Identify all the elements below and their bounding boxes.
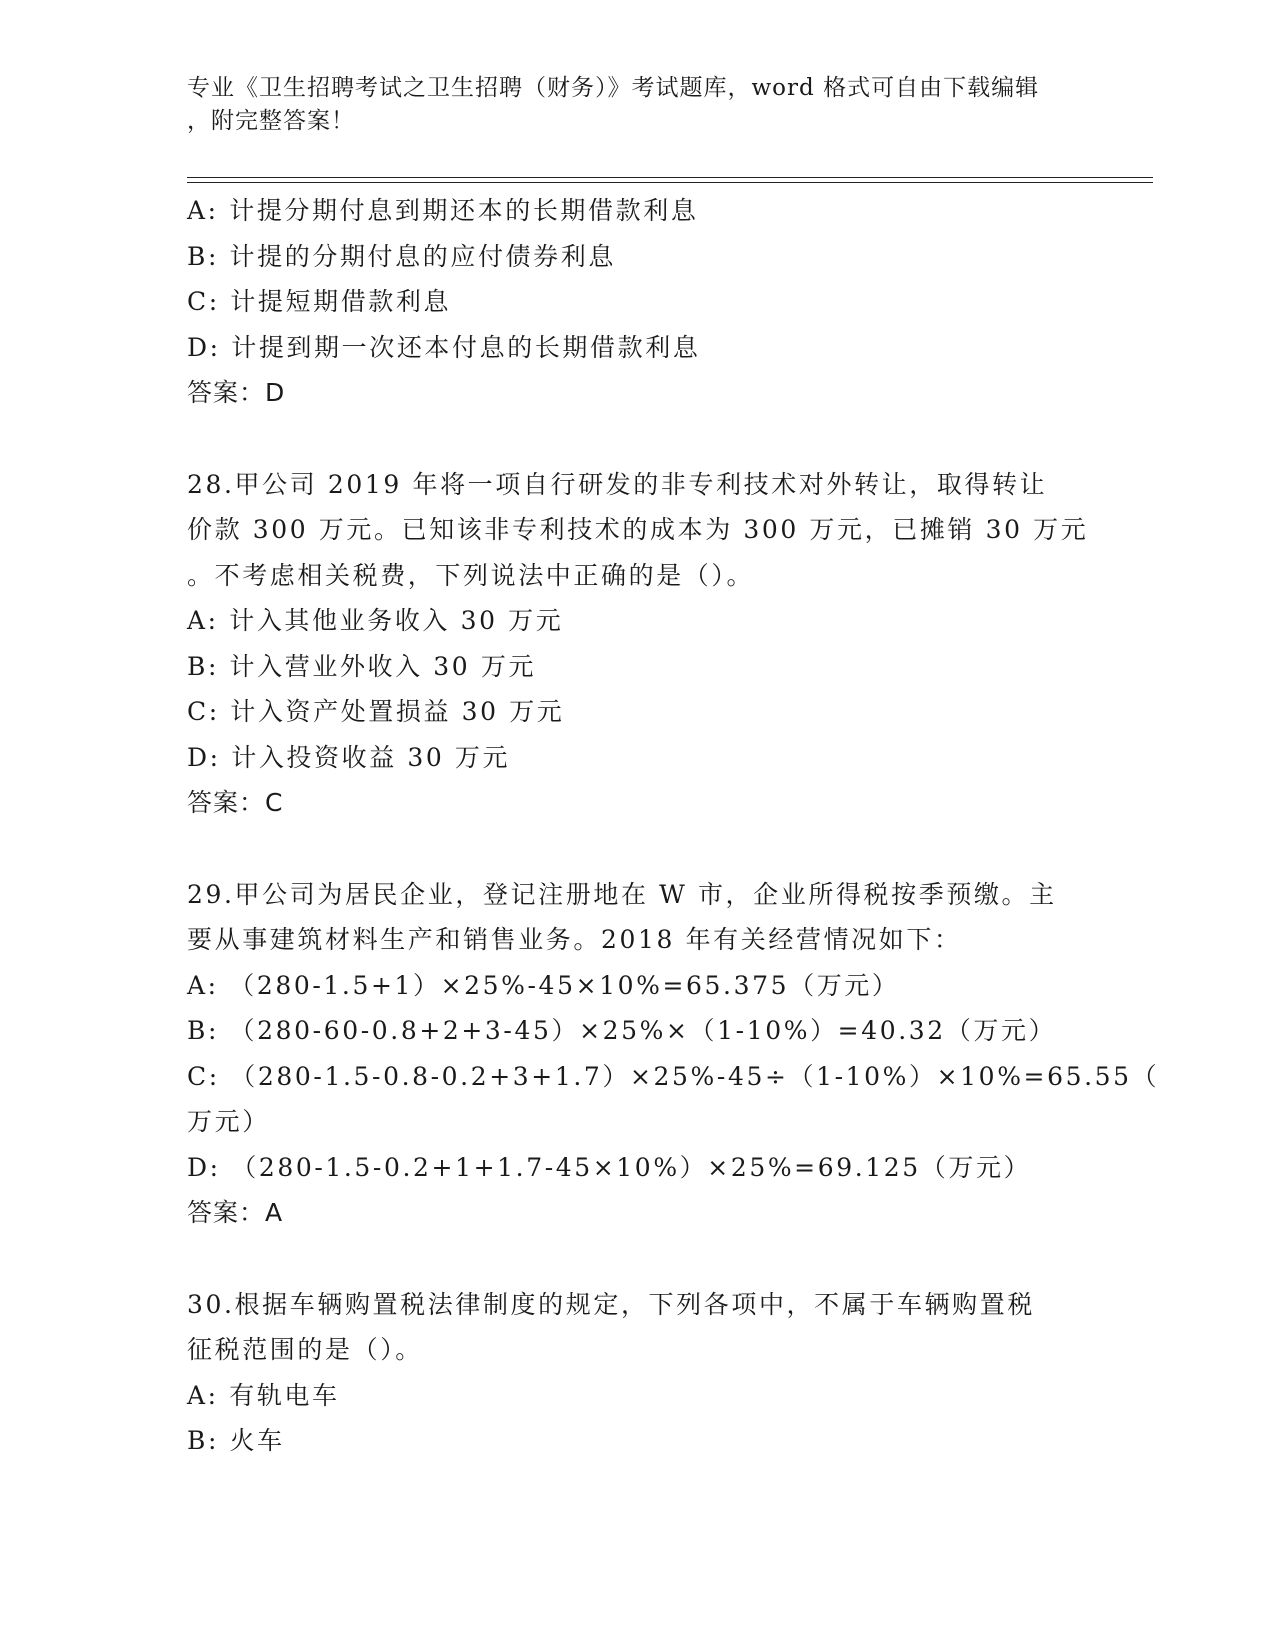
question-27 [187,188,1087,416]
header-divider-top [187,177,1153,178]
question-28 [187,462,1087,826]
answer: 答案：A [187,1198,284,1227]
option-d: D: 计提到期一次还本付息的长期借款利息 [187,332,701,362]
question-stem-line: 29.甲公司为居民企业，登记注册地在 W 市，企业所得税按季预缴。主 [187,879,1057,909]
header-line-1: 专业《卫生招聘考试之卫生招聘（财务）》考试题库，word 格式可自由下载编辑 [187,75,1040,101]
option-b: B: 计入营业外收入 30 万元 [187,651,537,681]
question-list [187,188,1160,1464]
option-a: A: 计提分期付息到期还本的长期借款利息 [187,196,699,225]
question-stem-line: 30.根据车辆购置税法律制度的规定，下列各项中，不属于车辆购置税 [187,1289,1035,1319]
question-stem-line: 征税范围的是（）。 [187,1335,423,1364]
question-30 [187,1282,1087,1464]
option-c: C: 计入资产处置损益 30 万元 [187,697,565,726]
question-stem-line: 。不考虑相关税费，下列说法中正确的是（）。 [187,560,755,590]
question-stem-line: 要从事建筑材料生产和销售业务。2018 年有关经营情况如下： [187,925,962,954]
document-header [187,72,1067,138]
question-29 [187,872,1160,1236]
option-a: A: 计入其他业务收入 30 万元 [187,606,564,635]
option-b: B: 火车 [187,1426,285,1455]
option-a: A: （280-1.5+1）×25%-45×10%=65.375（万元） [187,970,900,1000]
option-c-continued: 万元） [187,1107,270,1136]
option-b: B: （280-60-0.8+2+3-45）×25%×（1-10%）=40.32（万元） [187,1016,1057,1045]
question-stem-line: 28.甲公司 2019 年将一项自行研发的非专利技术对外转让，取得转让 [187,469,1048,499]
option-a: A: 有轨电车 [187,1380,340,1410]
option-d: D: 计入投资收益 30 万元 [187,742,511,772]
header-divider-bottom [187,182,1153,183]
option-c: C: 计提短期借款利息 [187,287,452,316]
answer: 答案：C [187,788,284,817]
option-c: C: （280-1.5-0.8-0.2+3+1.7）×25%-45÷（1-10%）×10%=65.55（ [187,1061,1160,1091]
answer: 答案：D [187,378,286,407]
option-d: D: （280-1.5-0.2+1+1.7-45×10%）×25%=69.125（万元） [187,1152,1032,1182]
option-b: B: 计提的分期付息的应付债券利息 [187,241,616,271]
header-line-2: ，附完整答案！ [187,108,355,134]
question-stem-line: 价款 300 万元。已知该非专利技术的成本为 300 万元，已摊销 30 万元 [187,515,1089,544]
